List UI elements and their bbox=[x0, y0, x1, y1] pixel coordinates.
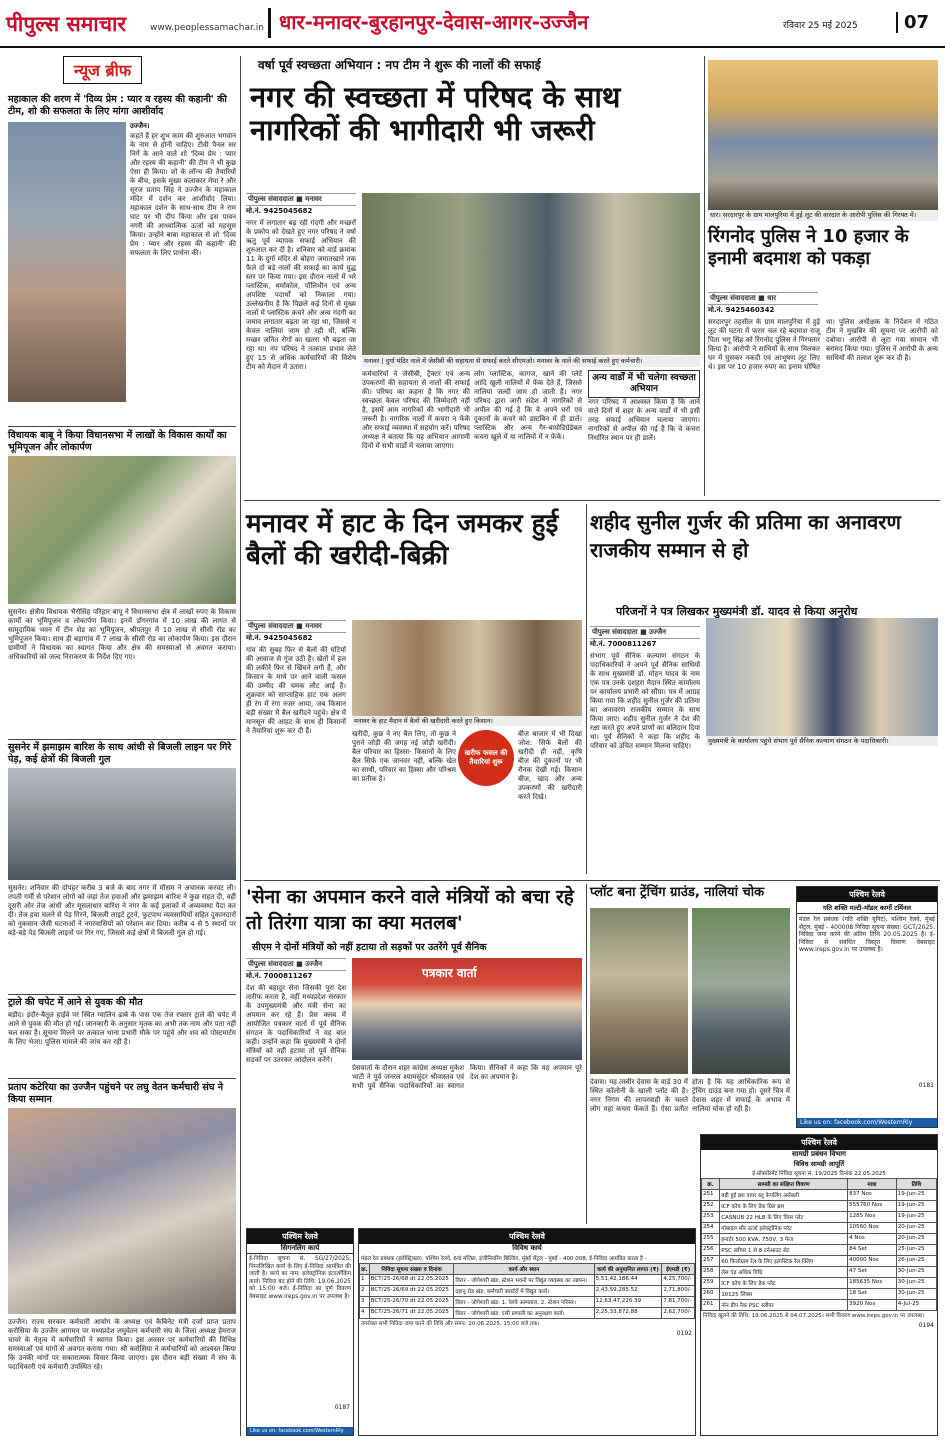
haat-badge bbox=[458, 730, 514, 786]
police-phone: मो.नं. 9425460342 bbox=[708, 306, 775, 314]
shaheed-story bbox=[590, 508, 938, 874]
sena-photo bbox=[352, 958, 582, 1060]
lead-byline: पीपुल्स संवाददाता ■ मनावर bbox=[246, 193, 356, 206]
table-cell: ICF कोच के लिए डेक प्लेट bbox=[720, 1278, 848, 1289]
shaheed-photo bbox=[706, 618, 938, 736]
table-cell: 5,51,42,186.44 bbox=[594, 1275, 662, 1286]
shaheed-byline: पीपुल्स संवाददाता ■ उज्जैन bbox=[590, 626, 700, 639]
news-brief-column bbox=[8, 56, 236, 1436]
table-cell: 30-Jun-25 bbox=[896, 1289, 936, 1300]
table-cell: 20-Jun-25 bbox=[896, 1234, 936, 1245]
sena-story bbox=[246, 884, 582, 1224]
table-cell: BCT/25-26/70 dt 22.05.2025 bbox=[369, 1297, 454, 1308]
page-number: 07 bbox=[896, 12, 929, 33]
table-row bbox=[360, 1275, 695, 1286]
table-cell: 253 bbox=[702, 1212, 720, 1223]
railway1-code: 0187 bbox=[334, 1404, 350, 1411]
table-cell: 1 bbox=[360, 1275, 370, 1286]
table-cell: विरार - जोगेश्वरी खंड: एसी प्रणाली का अनुरक्षण कार्य। bbox=[454, 1308, 594, 1319]
haat-photo-caption: मनावर के हाट मैदान में बैलों की खरीदारी करते हुए किसान। bbox=[352, 716, 582, 726]
lead-photo bbox=[362, 193, 700, 355]
table-row bbox=[702, 1278, 937, 1289]
region-text: धार-मनावर-बुरहानपुर-देवास-आगर-उज्जैन bbox=[279, 10, 589, 34]
brief-item2-text: सुसनेर। क्षेत्रीय विधायक भैरोसिंह परिहार बापू ने विधानसभा क्षेत्र में लाखों रुपए के विकास कार्यों का भूमिपूजन व लोकार्पण किया। इनमें डोंगरगांव में 10 लाख की लागत से सामुदायिक भवन में टीन शेड का भूमिपूजन, श्रीपतपुर में 10 लाख से सीसी रोड का भूमिपूजन किया। साथ ही बड़ागांव में 7 लाख के सीसी रोड का लोकार्पण किया। इस दौरान ग्रामीणों ने विधायक का स्वागत किया और क्षेत्र की समस्याओं से अवगत कराया। अधिकारियों को जल्द निराकरण के निर्देश दिए गए। bbox=[8, 608, 236, 661]
haat-story bbox=[246, 508, 582, 874]
sena-headline: 'सेना का अपमान करने वाले मंत्रियों को बचा रहे तो तिरंगा यात्रा का क्या मतलब' bbox=[246, 886, 574, 934]
plot-photo1 bbox=[590, 908, 688, 1074]
table-cell: 10125 लिंक्स bbox=[720, 1289, 848, 1300]
table-cell: 60 किलोग्राम रेल के लिए इलास्टिक रेल क्लिप bbox=[720, 1256, 848, 1267]
region-title bbox=[268, 8, 688, 38]
brief-item1-photo bbox=[8, 122, 126, 402]
railway4-sub: गति शक्ति मल्टी-मॉडल कार्गो टर्मिनल bbox=[797, 902, 937, 914]
table-cell: 2,62,700/- bbox=[662, 1308, 695, 1319]
lead-text1: नगर में लगातार बढ़ रही गंदगी और मच्छरों के प्रकोप को देखते हुए नगर परिषद ने वर्षा ऋतु पूर्व व्यापक सफाई अभियान की शुरुआत कर दी है। शनिवार को वार्ड क्रमांक 11 के दुर्गा मंदिर से बोहरा जमातखाने तक फैले दो बड़े नालों की सफाई का कार्य युद्ध स्तर पर किया गया। इस दौरान नालों में भरे प्लास्टिक, थर्माकोल, पॉलिथीन एवं अन्य अपशिष्ट पदार्थों को निकाला गया। उल्लेखनीय है कि पिछले कई दिनों से मुख्य नालों में प्लास्टिक कचरे और अन्य गंदगी का जमाव लगातार बढ़ता जा रहा था, जिससे न केवल नालियां जाम हो रही थीं, बल्कि मच्छर जनित रोगों का खतरा भी बढ़ता जा रहा था। नप परिषद ने तत्काल प्रभाव लेते हुए 15 से अधिक कर्मचारियों की विशेष टीम को मैदान में उतारा। bbox=[246, 219, 356, 371]
lead-headline: नगर की स्वच्छता में परिषद के साथ नागरिकों की भागीदारी भी जरूरी bbox=[250, 80, 621, 148]
railway1-social[interactable]: Like us on: facebook.com/WesternRly bbox=[247, 1427, 353, 1435]
table-cell: 10560 Nos bbox=[848, 1223, 897, 1234]
lead-photo-caption: मनावर | दुर्गा मंदिर नाले में जेसीबी की सहायता से सफाई करते सीएमओ। मनावर के नाले की सफाई करते हुए कर्मचारी। bbox=[362, 356, 700, 367]
sena-byline: पीपुल्स संवाददाता ■ उज्जैन bbox=[246, 958, 346, 971]
table-cell: 3 bbox=[360, 1297, 370, 1308]
table-row bbox=[702, 1223, 937, 1234]
railway1-text: ई-निविदा सूचना सं. SG/27/2025. निम्नलिखित कार्य के लिए ई-निविदा आमंत्रित की जाती है। कार्य का नाम: इलेक्ट्रॉनिक इंटरलॉकिंग कार्य। निविदा बंद होने की तिथि: 19.06.2025 को 15:00 बजे। ई-निविदा का पूर्ण विवरण वेबसाइट www.ireps.gov.in पर उपलब्ध है। bbox=[249, 1256, 351, 1300]
brief-item1-head: महाकाल की शरण में 'दिव्य प्रेम : प्यार व रहस्य की कहानी' की टीम, शो की सफलता के लिए मांगा आशीर्वाद bbox=[8, 94, 227, 117]
table-row bbox=[702, 1234, 937, 1245]
brief-item4-head: ट्राले की चपेट में आने से युवक की मौत bbox=[8, 997, 143, 1008]
table-row bbox=[360, 1297, 695, 1308]
table-header-cell: सामग्री का संक्षिप्त विवरण bbox=[720, 1179, 848, 1190]
table-row bbox=[702, 1267, 937, 1278]
shaheed-photo-caption: मुख्यमंत्री के कार्यालय पहुंचे संभाग पूर्व सैनिक कल्याण संगठन के पदाधिकारी। bbox=[706, 736, 938, 746]
lead-text2: कर्मचारियों ने जेसीबी, ट्रैक्टर एवं अन्य उपकरणों की सहायता से नालों की सफाई की। परिषद का कहना है कि नगर की स्वच्छता केवल परिषद की जिम्मेदारी नहीं है, इसमें आम नागरिकों की भागीदारी भी जरूरी है। नागरिक नालों में कचरा न फेंकें और सफाई व्यवस्था में सहयोग करें। परिषद अध्यक्ष ने बताया कि यह अभियान आगामी दिनों में सभी वार्डों में चलाया जाएगा। bbox=[362, 370, 470, 450]
railway-ad-3 bbox=[700, 1134, 938, 1436]
lead-story bbox=[246, 56, 700, 496]
table-cell: 18 Set bbox=[848, 1289, 897, 1300]
police-text: सरदारपुर तहसील के ग्राम मालपुरिया में हुई लूट की घटना में फरार चल रहे बदमाश राजू पिता भगू सिंह को रिंगनोद पुलिस ने गिरफ्तार किया है। आरोपी ने साथियों के साथ मिलकर घर में घुसकर नकदी एवं आभूषण लूट लिए थे। इस पर 10 हजार रुपए का इनाम घोषित था। पुलिस अधीक्षक के निर्देशन में गठित टीम ने मुखबिर की सूचना पर आरोपी को दबोचा। आरोपी से लूटा गया सामान भी बरामद किया गया। पुलिस ने आरोपी के अन्य साथियों की तलाश शुरू कर दी है। bbox=[708, 318, 938, 371]
table-cell: BCT/25-26/68 dt 22.05.2025 bbox=[369, 1275, 454, 1286]
table-header-cell: कार्य और स्थान bbox=[454, 1264, 594, 1275]
plot-story bbox=[590, 884, 790, 1154]
table-cell: 1285 Nos bbox=[848, 1212, 897, 1223]
lead-subhead: अन्य वार्डों में भी चलेगा स्वच्छता अभियान bbox=[588, 370, 700, 398]
brief-item2-photo bbox=[8, 456, 236, 604]
brief-item5-head: प्रताप कटेरिया का उज्जैन पहुंचने पर लघु वेतन कर्मचारी संघ ने किया सम्मान bbox=[8, 1082, 224, 1105]
table-cell: 2 bbox=[360, 1286, 370, 1297]
railway2-head: मंडल रेल प्रबंधक (इलेक्ट्रिकल), पश्चिम रेलवे, 6वां मंजिल, इंजीनियरिंग बिल्डिंग, मुंबई सेंट्रल - मुंबई - 400 008, ई-निविदा आमंत्रित करता है - bbox=[361, 1256, 647, 1262]
table-header-cell: मात्रा bbox=[848, 1179, 897, 1190]
table-row bbox=[360, 1286, 695, 1297]
railway3-code: 0194 bbox=[918, 1322, 934, 1329]
railway2-code: 0192 bbox=[676, 1330, 692, 1337]
haat-photo bbox=[352, 620, 582, 716]
table-row bbox=[702, 1201, 937, 1212]
railway3-sub: सामग्री प्रबंधन विभाग bbox=[792, 1150, 846, 1158]
table-cell: 4 bbox=[360, 1308, 370, 1319]
table-header-cell: क्र. bbox=[702, 1179, 720, 1190]
railway1-sub: सिगनलिंग कार्य bbox=[247, 1244, 353, 1254]
table-cell: 7,81,700/- bbox=[662, 1297, 695, 1308]
railway3-sub2: विविध सामग्री आपूर्ति bbox=[793, 1160, 845, 1168]
table-header-cell: कार्य की अनुमानित लागत (₹) bbox=[594, 1264, 662, 1275]
table-cell: विरार - जोगेश्वरी खंड: 1. रेलवे अस्पताल, 2. स्टेशन परिसर। bbox=[454, 1297, 594, 1308]
haat-text3: बीज बाजार में भी दिखा जोश: सिर्फ बैलों की खरीदी ही नहीं, कृषि बीज की दुकानों पर भी रौनक देखी गई। किसान बीज, खाद और अन्य उपकरणों की खरीदारी करते दिखे। bbox=[518, 730, 582, 801]
table-header-cell: तिथि bbox=[896, 1179, 936, 1190]
railway3-title: पश्चिम रेलवे bbox=[701, 1135, 937, 1150]
police-headline: रिंगनोद पुलिस ने 10 हजार के इनामी बदमाश को पकड़ा bbox=[708, 226, 909, 269]
table-cell: ICF कोच के लिए डेक ग्रिल ब्रश bbox=[720, 1201, 848, 1212]
table-cell: 255 bbox=[702, 1234, 720, 1245]
table-cell: CASNUB 22 HLB के लिए वियर प्लेट bbox=[720, 1212, 848, 1223]
masthead bbox=[0, 0, 945, 48]
table-cell: 185635 Nos bbox=[848, 1278, 897, 1289]
haat-byline: पीपुल्स संवाददाता ■ मनावर bbox=[246, 620, 346, 633]
brief-item4-text: बड़ौद। इंदौर-बैतूल हाईवे पर स्थित ग्वालिन ढाबे के पास एक तेज रफ्तार ट्राले की चपेट में आने से युवक की मौत हो गई। जानकारी के अनुसार मृतक का अभी तक नाम और पता नहीं चल सका है। सूचना मिलने पर तत्काल थाना प्रभारी मौके पर पहुंचे और शव को पोस्टमार्टम के लिए भेजा। पुलिस मामले की जांच कर रही है। bbox=[8, 1011, 236, 1046]
table-cell: 261 bbox=[702, 1300, 720, 1311]
brief-item3-head: सुसनेर में झमाझम बारिश के साथ आंधी से बिजली लाइन पर गिरे पेड़, कई क्षेत्रों की बिजली गुल bbox=[8, 742, 232, 765]
table-cell: दहानू रोड खंड: कर्मचारी क्वार्टरों में विद्युत कार्य। bbox=[454, 1286, 594, 1297]
table-cell: 2,43,59,285.52 bbox=[594, 1286, 662, 1297]
table-cell: 26-Jun-25 bbox=[896, 1256, 936, 1267]
table-header-cell: क्र. bbox=[360, 1264, 370, 1275]
railway4-code: 0181 bbox=[918, 1082, 934, 1089]
table-row bbox=[702, 1190, 937, 1201]
table-cell: नॉन डीप नैक PSC स्लीपर bbox=[720, 1300, 848, 1311]
brief-item5-text: उज्जैन। राज्य सरकार कर्मचारी आयोग के अध्यक्ष एवं कैबिनेट मंत्री दर्जा प्राप्त प्रताप करोसिया के उज्जैन आगमन पर मध्यप्रदेश लघुवेतन कर्मचारी संघ के जिला अध्यक्ष हेमराज चावरे के नेतृत्व में कर्मचारियों ने स्वागत किया। इस अवसर पर कर्मचारियों की विभिन्न समस्याओं एवं मांगों से अवगत कराया गया। श्री करोसिया ने कर्मचारियों को आश्वस्त किया कि उनकी मांगों पर सकारात्मक विचार किया जाएगा। इस दौरान बड़ी संख्या में संघ के पदाधिकारी एवं कर्मचारी उपस्थित रहे। bbox=[8, 1318, 236, 1371]
railway3-table bbox=[701, 1178, 937, 1311]
table-cell: मोबाइल सौर ऊर्जा इलेक्ट्रॉनिक प्लेट bbox=[720, 1223, 848, 1234]
sena-phone: मो.नं. 7000811267 bbox=[246, 972, 313, 980]
table-cell: लेस एंड अधिक विधि bbox=[720, 1267, 848, 1278]
railway-ad-4 bbox=[796, 886, 938, 1128]
table-cell: 2,71,800/- bbox=[662, 1286, 695, 1297]
table-cell: PSC स्लीपर 1 से 8 टर्नआउट सेट bbox=[720, 1245, 848, 1256]
brief-item2-head: विधायक बाबू ने किया विधानसभा में लाखों के विकास कार्यों का भूमिपूजन और लोकार्पण bbox=[8, 430, 227, 453]
railway2-table bbox=[359, 1263, 695, 1319]
table-cell: 259 bbox=[702, 1278, 720, 1289]
table-cell: 30-Jun-25 bbox=[896, 1267, 936, 1278]
lead-sub-text: नगर परिषद ने आश्वस्त किया है कि आने वाले दिनों में शहर के अन्य वार्डों में भी इसी तरह सफाई अभियान चलाया जाएगा। नागरिकों से अपील की गई है कि वे कचरा निर्धारित स्थान पर ही डालें। bbox=[588, 398, 700, 442]
sena-text2: प्रेसवार्ता के दौरान शहर कांग्रेस अध्यक्ष मुकेश भाटी ने पूर्व जनरल श्यामसुंदर श्रीवास्तव एवं सभी पूर्व सैनिक पदाधिकारियों का स्वागत किया। सैनिकों ने कहा कि यह अपमान पूरे देश का अपमान है। bbox=[352, 1064, 582, 1090]
shaheed-headline: शहीद सुनील गुर्जर की प्रतिमा का अनावरण राजकीय सम्मान से हो bbox=[590, 510, 901, 562]
table-cell: 84 Set bbox=[848, 1245, 897, 1256]
table-header-cell: निविदा सूचना संख्या व दिनांक bbox=[369, 1264, 454, 1275]
haat-headline: मनावर में हाट के दिन जमकर हुई बैलों की खरीदी-बिक्री bbox=[246, 509, 559, 571]
police-byline: पीपुल्स संवाददाता ■ धार bbox=[708, 292, 818, 305]
railway3-footer: निविदा खुलने की तिथि: 19.06.2025 से 04.07.2025। सभी विवरण www.ireps.gov.in पर उपलब्ध। bbox=[703, 1313, 925, 1319]
table-cell: 40000 Nos bbox=[848, 1256, 897, 1267]
table-cell: 12,63,47,226.39 bbox=[594, 1297, 662, 1308]
table-cell: 19-Jun-25 bbox=[896, 1190, 936, 1201]
table-cell: 256 bbox=[702, 1245, 720, 1256]
railway4-social[interactable]: Like us on: facebook.com/WesternRly bbox=[797, 1118, 937, 1127]
table-cell: इन्वर्टर 500 KVA, 750V, 3 फेज bbox=[720, 1234, 848, 1245]
table-cell: 254 bbox=[702, 1223, 720, 1234]
table-cell: 252 bbox=[702, 1201, 720, 1212]
table-row bbox=[702, 1289, 937, 1300]
table-cell: 30-Jun-25 bbox=[896, 1278, 936, 1289]
table-header-cell: ईएमडी (₹) bbox=[662, 1264, 695, 1275]
police-story bbox=[708, 56, 938, 496]
table-row bbox=[702, 1245, 937, 1256]
haat-badge-text: खरीफ फसल की तैयारियां शुरू bbox=[464, 749, 508, 766]
sena-banner: पत्रकार वार्ता bbox=[422, 966, 477, 980]
table-row bbox=[702, 1212, 937, 1223]
brief-item3-photo bbox=[8, 768, 236, 880]
table-cell: 2,25,33,872.88 bbox=[594, 1308, 662, 1319]
railway2-footer: उपरोक्त सभी निविदा जमा करने की तिथि और समय: 20.06.2025, 15:00 बजे तक। bbox=[361, 1321, 540, 1327]
table-cell: BCT/25-26/71 dt 22.05.2025 bbox=[369, 1308, 454, 1319]
sena-text: देश की बहादुर सेना जिसकी पूरा देश तारीफ करता है, वहीं मध्यप्रदेश सरकार के उपमुख्यमंत्री और मंत्री सेना का अपमान कर रहे हैं। प्रेस क्लब में आयोजित पत्रकार वार्ता में पूर्व सैनिक संगठन के पदाधिकारियों ने यह बात कही। उन्होंने कहा कि मुख्यमंत्री ने दोनों मंत्रियों को नहीं हटाया तो पूर्व सैनिक सड़कों पर उतरकर आंदोलन करेंगे। bbox=[246, 984, 346, 1064]
table-cell: 20-Jun-25 bbox=[896, 1223, 936, 1234]
brief-item5-photo bbox=[8, 1108, 236, 1314]
haat-phone: मो.नं. 9425045682 bbox=[246, 634, 313, 642]
website: www.peoplessamachar.in bbox=[150, 23, 264, 33]
shaheed-subhead: परिजनों ने पत्र लिखकर मुख्यमंत्री डॉ. यादव से किया अनुरोध bbox=[616, 605, 858, 618]
table-cell: 19-Jun-25 bbox=[896, 1201, 936, 1212]
logo: पीपुल्स समाचार bbox=[6, 12, 127, 36]
police-photo bbox=[708, 60, 938, 210]
railway1-title: पश्चिम रेलवे bbox=[247, 1229, 353, 1244]
table-row bbox=[702, 1256, 937, 1267]
table-cell: BCT/25-26/69 dt 22.05.2025 bbox=[369, 1286, 454, 1297]
table-cell: बड़ी हुई ब्रश वायर ब्लू केपलिंग असेंबली bbox=[720, 1190, 848, 1201]
table-cell: 260 bbox=[702, 1289, 720, 1300]
table-cell: 47 Set bbox=[848, 1267, 897, 1278]
date: रविवार 25 मई 2025 bbox=[783, 21, 858, 31]
table-row bbox=[360, 1308, 695, 1319]
table-cell: विरार - जोगेश्वरी खंड: स्टेशन भवनों पर विद्युत व्यवस्था का उन्नयन। bbox=[454, 1275, 594, 1286]
railway4-text: मंडल रेल प्रबंधक (गति शक्ति यूनिट), पश्चिम रेलवे, मुंबई सेंट्रल, मुंबई - 400008 निविदा सूचना संख्या: GCT/2025. निविदा जमा करने की अंतिम तिथि 20.05.2025 है। ई-निविदा से संबंधित विस्तृत विवरण वेबसाइट www.ireps.gov.in पर उपलब्ध है। bbox=[799, 916, 935, 953]
brief-item3-text: सुसनेर। शनिवार की दोपहर करीब 3 बजे के बाद नगर में मौसम ने अचानक करवट ली। तपती गर्मी से परेशान लोगों को जहां तेज हवाओं और झमाझम बारिश ने कुछ राहत दी, वहीं दूसरी ओर तेज आंधी और मूसलाधार बारिश ने नगर के कई इलाकों में अव्यवस्था पैदा कर दी। तेज हवा चलने से पेड़ गिरने, बिजली लाइटें टूटने, फुटपाथ व्यवसायियों सहित दुकानदारों को नुकसान जैसी घटनाओं ने नगरवासियों को परेशान कर दिया। करीब 4 से 5 स्थानों पर बड़े-बड़े पेड़ बिजली लाइनों पर गिर गए, जिससे कई क्षेत्रों में बिजली गुल हो गई। bbox=[8, 884, 236, 937]
plot-photo2 bbox=[692, 908, 790, 1074]
railway3-text: ई-प्रोक्योरमेंट निविदा सूचना सं. 19/2025 दिनांक 22.05.2025 bbox=[752, 1171, 886, 1177]
brief-item1-city: उज्जैन। bbox=[130, 122, 150, 130]
railway-ad-1 bbox=[246, 1228, 354, 1436]
brief-item1-text: कहते हैं हर शुभ काम की शुरुआत भगवान के नाम से होनी चाहिए। टीवी पैनल सर निर्गे के आने वाले शो 'दिव्य प्रेम : प्यार और रहस्य की कहानी' की टीम ने भी कुछ ऐसा ही किया। शो के लॉन्च की तैयारियों के बीच, इसके मुख्य कलाकार मेघा रे और सूरज प्रताप सिंह ने उज्जैन के महाकाल मंदिर में दर्शन कर आशीर्वाद लिया। महाकाल दर्शन के साथ-साथ टीम ने राम घाट पर भी दीप किया और इस पावन नगरी की आध्यात्मिक ऊर्जा को महसूस किया। उन्होंने बाबा महाकाल से शो 'दिव्य प्रेम : प्यार और रहस्य की कहानी' की सफलता के लिए प्रार्थना की। bbox=[130, 132, 236, 257]
table-cell: 4-Jul-25 bbox=[896, 1300, 936, 1311]
table-cell: 3920 Nos bbox=[848, 1300, 897, 1311]
table-cell: 837 Nos bbox=[848, 1190, 897, 1201]
table-cell: 257 bbox=[702, 1256, 720, 1267]
haat-text2: खरीदी, कुछ ने नए बैल लिए, तो कुछ ने पुराने जोड़ी की जगह नई जोड़ी खरीदी। बैल परिवार का हिस्सा- किसानों के लिए बैल सिर्फ एक जानवर नहीं, बल्कि खेत का साथी, परिवार का हिस्सा और परिश्रम का प्रतीक है। bbox=[352, 730, 456, 783]
shaheed-phone: मो.नं. 7000811267 bbox=[590, 640, 657, 648]
railway2-sub: विविध कार्य bbox=[512, 1244, 542, 1252]
railway2-title: पश्चिम रेलवे bbox=[359, 1229, 695, 1244]
railway-ad-2 bbox=[358, 1228, 696, 1436]
table-cell: 25-Jun-25 bbox=[896, 1245, 936, 1256]
shaheed-text: संभाग पूर्व सैनिक कल्याण संगठन के पदाधिकारियों ने अपने पूर्व सैनिक साथियों के साथ मुख्यमंत्री डॉ. मोहन यादव के नाम एक पत्र उनके दशहरा मैदान स्थित कार्यालय पर कार्यालय प्रभारी को सौंपा। पत्र में आग्रह किया गया कि शहीद सुनील गुर्जर की प्रतिमा का अनावरण राजकीय सम्मान के साथ किया जाए। शहीद सुनील गुर्जर ने देश की रक्षा करते हुए अपने प्राणों का बलिदान दिया था। पूर्व सैनिकों ने कहा कि शहीद के परिवार को उचित सम्मान मिलना चाहिए। bbox=[590, 652, 700, 750]
lead-phone: मो.नं. 9425045682 bbox=[246, 207, 313, 215]
haat-text1: गांव की सुबह फिर से बैलों की घंटियों की आवाज से गूंज उठी है। खेतों में हल की लकीरें फिर से खिंचने लगी हैं, और किसान के माथे पर आने वाली फसल की उम्मीद की चमक लौट आई है। शुक्रवार को साप्ताहिक हाट एक अलग ही रंग में रंगा नजर आया, जब किसान बड़ी संख्या में बैल खरीदने पहुंचे। क्षेत्र में मानसून की आहट के साथ ही किसानों ने तैयारियां शुरू कर दी हैं। bbox=[246, 646, 346, 735]
table-cell: 4 Nos bbox=[848, 1234, 897, 1245]
railway4-title: पश्चिम रेलवे bbox=[797, 887, 937, 902]
plot-text: देवास। यह तस्वीर देवास के वार्ड 30 में स्थित कॉलोनी के खाली प्लॉट की है। नगर निगम की लापरवाही के चलते लोग यहां कचरा फेंकते हैं। ऐसा प्रतीत होता है कि यह आधिकारिक रूप से ट्रेंचिंग ग्राउंड बना गया हो। दूसरे चित्र में देवास शहर में सफाई के अभाव में नालियां चोक हो रही हैं। bbox=[590, 1078, 790, 1113]
plot-headline: प्लॉट बना ट्रेंचिंग ग्राउंड, नालियां चोक bbox=[590, 885, 765, 900]
table-cell: 258 bbox=[702, 1267, 720, 1278]
sena-subhead: सीएम ने दोनों मंत्रियों को नहीं हटाया तो सड़कों पर उतरेंगे पूर्व सैनिक bbox=[252, 942, 487, 953]
lead-kicker: वर्षा पूर्व स्वच्छता अभियान : नप टीम ने शुरू की नालों की सफाई bbox=[258, 58, 541, 72]
news-brief-label: न्यूज ब्रीफ bbox=[63, 56, 142, 84]
police-photo-caption: धार। सरदारपुर के ग्राम मालपुरिया में हुई लूट की वारदात के आरोपी पुलिस की गिरफ्त में। bbox=[708, 210, 938, 221]
table-cell: 251 bbox=[702, 1190, 720, 1201]
table-cell: 19-Jun-25 bbox=[896, 1212, 936, 1223]
lead-text3: लोग प्लास्टिक, कागज, खाने की प्लेटें आदि खुली नालियों में फेंक देते हैं, जिससे नालियां जल्दी जाम हो जाती हैं। नगर परिषद द्वारा जारी संदेश में नागरिकों से अपील की गई है कि वे अपने घरों एवं दुकानों के कचरे को डस्टबिन में ही डालें। प्लास्टिक और अन्य गैर-बायोडिग्रेडेबल कचरा खुले में या नालियों में न फेंकें। bbox=[474, 370, 582, 441]
table-cell: 555760 Nos bbox=[848, 1201, 897, 1212]
table-cell: 4,25,700/- bbox=[662, 1275, 695, 1286]
table-row bbox=[702, 1300, 937, 1311]
